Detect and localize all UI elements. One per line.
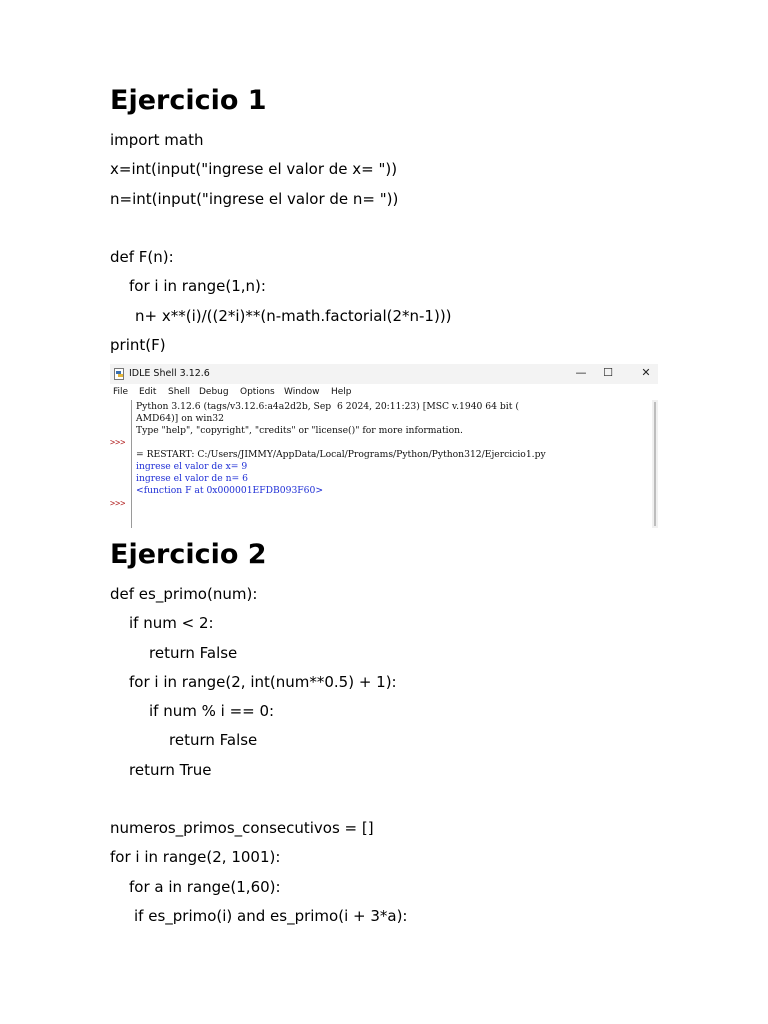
section-1-title: Ejercicio 1 xyxy=(110,85,267,116)
code-line: for i in range(2, 1001): xyxy=(110,848,281,866)
code-line: for a in range(1,60): xyxy=(129,878,281,896)
idle-window-title: IDLE Shell 3.12.6 xyxy=(129,368,210,379)
code-line: numeros_primos_consecutivos = [] xyxy=(110,819,374,837)
maximize-button[interactable]: ☐ xyxy=(603,366,613,379)
menu-options[interactable]: Options xyxy=(240,387,275,397)
menu-window[interactable]: Window xyxy=(284,387,320,397)
shell-line: Type "help", "copyright", "credits" or "license()" for more information. xyxy=(136,425,463,436)
prompt-gutter xyxy=(110,400,131,528)
shell-prompt: >>> xyxy=(110,438,126,448)
shell-restart-line: = RESTART: C:/Users/JIMMY/AppData/Local/Programs/Python/Python312/Ejercicio1.py xyxy=(136,449,546,460)
shell-line: AMD64)] on win32 xyxy=(136,413,224,424)
code-line: def es_primo(num): xyxy=(110,585,258,603)
shell-prompt: >>> xyxy=(110,499,126,509)
code-line: if num % i == 0: xyxy=(149,702,275,720)
minimize-button[interactable]: — xyxy=(575,366,587,379)
code-line: n+ x**(i)/((2*i)**(n-math.factorial(2*n-1))) xyxy=(135,307,452,325)
code-line: if num < 2: xyxy=(129,614,214,632)
code-line: def F(n): xyxy=(110,248,174,266)
code-line: print(F) xyxy=(110,336,166,354)
menu-edit[interactable]: Edit xyxy=(139,387,157,397)
code-line: return False xyxy=(169,731,258,749)
menu-shell[interactable]: Shell xyxy=(168,387,190,397)
menu-help[interactable]: Help xyxy=(331,387,352,397)
menu-file[interactable]: File xyxy=(113,387,129,397)
code-line: if es_primo(i) and es_primo(i + 3*a): xyxy=(134,907,408,925)
idle-shell-window xyxy=(110,364,658,528)
gutter-divider xyxy=(131,400,132,528)
shell-output-line: <function F at 0x000001EFDB093F60> xyxy=(136,485,324,496)
python-file-icon xyxy=(114,368,125,380)
code-line: for i in range(2, int(num**0.5) + 1): xyxy=(129,673,397,691)
section-2-title: Ejercicio 2 xyxy=(110,539,267,570)
code-line: x=int(input("ingrese el valor de x= ")) xyxy=(110,160,398,178)
code-line: import math xyxy=(110,131,204,149)
code-line: for i in range(1,n): xyxy=(129,277,266,295)
shell-input-line: ingrese el valor de x= 9 xyxy=(136,461,248,472)
shell-line: Python 3.12.6 (tags/v3.12.6:a4a2d2b, Sep 6 2024, 20:11:23) [MSC v.1940 64 bit ( xyxy=(136,401,519,412)
idle-titlebar xyxy=(110,364,658,384)
scrollbar-thumb[interactable] xyxy=(654,402,656,526)
code-line: n=int(input("ingrese el valor de n= ")) xyxy=(110,190,399,208)
code-line: return False xyxy=(149,644,238,662)
code-line: return True xyxy=(129,761,212,779)
shell-input-line: ingrese el valor de n= 6 xyxy=(136,473,249,484)
close-button[interactable]: ✕ xyxy=(641,366,651,379)
idle-menubar xyxy=(110,385,658,399)
menu-debug[interactable]: Debug xyxy=(199,387,229,397)
